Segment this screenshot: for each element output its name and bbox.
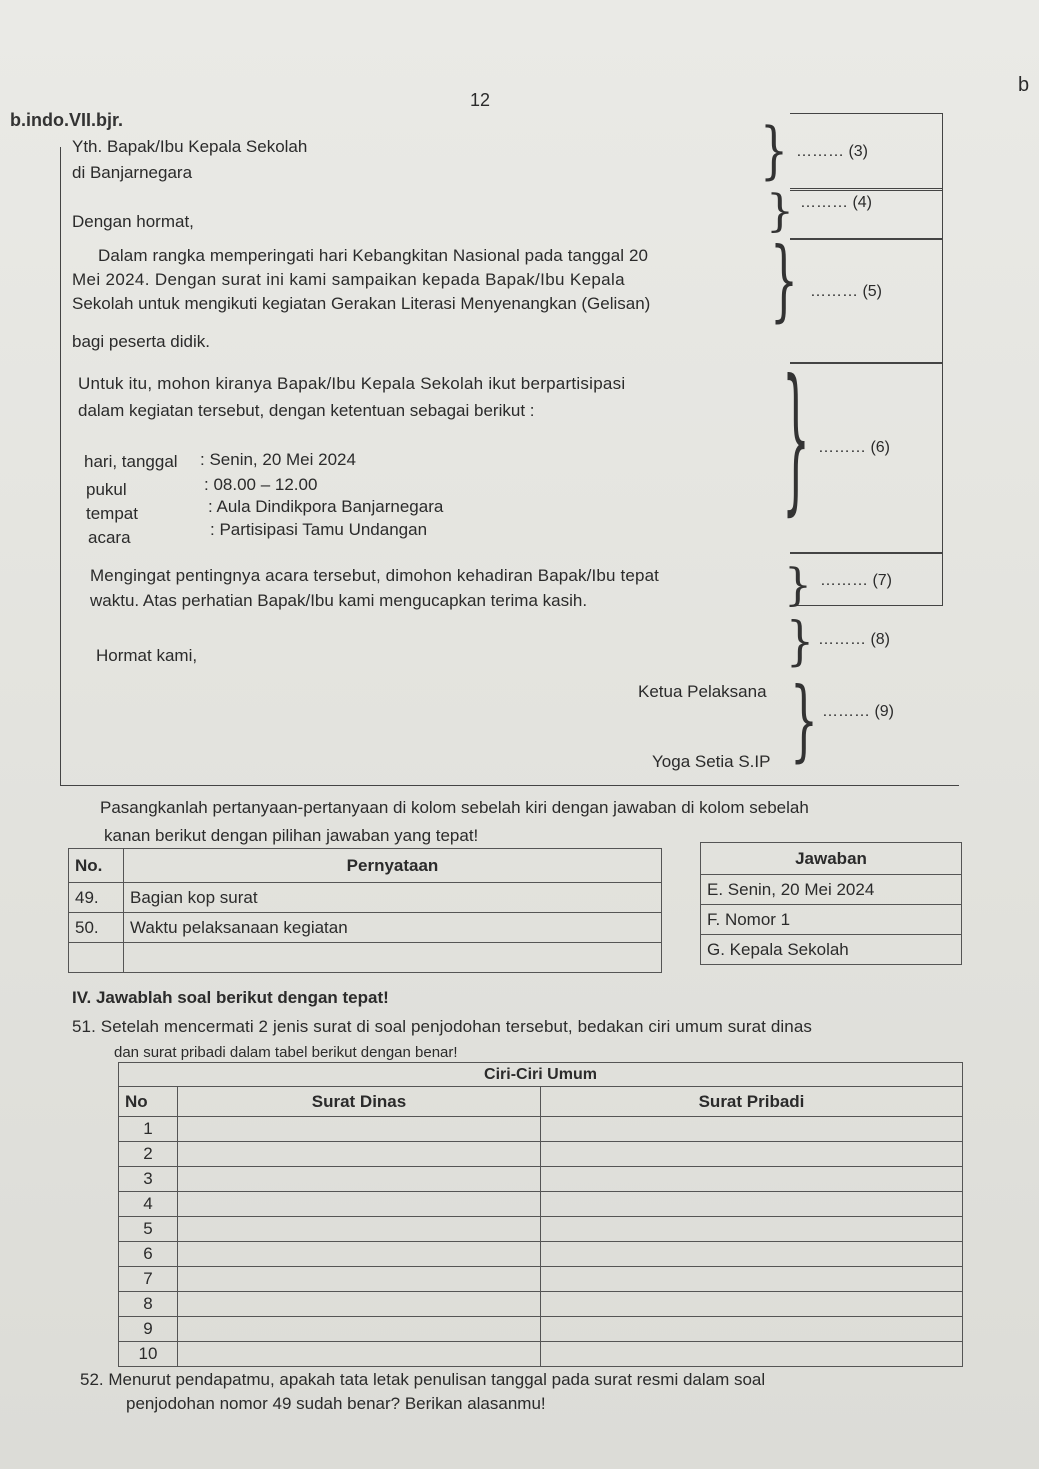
question-51-line: 51. Setelah mencermati 2 jenis surat di soal penjodohan tersebut, bedakan ciri umum surat dinas <box>72 1017 812 1036</box>
pribadi-cell[interactable] <box>541 1292 963 1317</box>
answer-option: F. Nomor 1 <box>701 905 962 935</box>
pribadi-cell[interactable] <box>541 1117 963 1142</box>
label-box-6 <box>790 362 943 554</box>
section-heading: IV. Jawablah soal berikut dengan tepat! <box>72 988 389 1007</box>
detail-label-time: pukul <box>86 480 127 499</box>
letter-paragraph-1-line: bagi peserta didik. <box>72 332 210 351</box>
question-52-line: penjodohan nomor 49 sudah benar? Berikan alasanmu! <box>126 1394 546 1413</box>
pribadi-cell[interactable] <box>541 1242 963 1267</box>
pribadi-cell[interactable] <box>541 1167 963 1192</box>
brace-6-icon: } <box>782 348 810 532</box>
label-5: ……… (5) <box>810 283 882 300</box>
label-9: ……… (9) <box>822 703 894 720</box>
question-51-line: dan surat pribadi dalam tabel berikut dengan benar! <box>114 1044 458 1061</box>
letter-paragraph-3-line: Mengingat pentingnya acara tersebut, dimohon kehadiran Bapak/Ibu tepat <box>90 566 660 585</box>
dinas-cell[interactable] <box>178 1142 541 1167</box>
label-8: ……… (8) <box>818 631 890 648</box>
statement-no: 50. <box>69 913 124 943</box>
statement-text: Bagian kop surat <box>124 883 662 913</box>
watermark-label: b.indo.VII.bjr. <box>10 110 124 130</box>
table-row-number: 2 <box>119 1142 178 1167</box>
page-number: 12 <box>470 90 491 110</box>
label-4: ……… (4) <box>800 194 872 211</box>
signer-name: Yoga Setia S.IP <box>652 752 771 771</box>
detail-label-date: hari, tanggal <box>84 452 178 471</box>
statement-no: 49. <box>69 883 124 913</box>
label-3: ……… (3) <box>796 143 868 160</box>
dinas-cell[interactable] <box>178 1292 541 1317</box>
brace-8-icon: } <box>786 610 814 672</box>
letter-recipient: Yth. Bapak/Ibu Kepala Sekolah <box>72 137 308 156</box>
statement-table <box>68 848 662 973</box>
table-row-number: 4 <box>119 1192 178 1217</box>
table-row-number: 8 <box>119 1292 178 1317</box>
detail-value-date: : Senin, 20 Mei 2024 <box>200 450 356 469</box>
dinas-cell[interactable] <box>178 1192 541 1217</box>
detail-value-time: : 08.00 – 12.00 <box>204 475 318 494</box>
table-row-number: 10 <box>119 1342 178 1367</box>
signer-title: Ketua Pelaksana <box>638 682 767 701</box>
letter-recipient-place: di Banjarnegara <box>72 163 193 182</box>
dinas-cell[interactable] <box>178 1242 541 1267</box>
dinas-cell[interactable] <box>178 1267 541 1292</box>
answer-table <box>700 842 962 965</box>
label-box-5 <box>790 238 943 364</box>
pribadi-cell[interactable] <box>541 1267 963 1292</box>
letter-paragraph-1-line: Mei 2024. Dengan surat ini kami sampaikan kepada Bapak/Ibu Kepala <box>72 270 625 289</box>
pribadi-cell[interactable] <box>541 1342 963 1367</box>
col-header-answer: Jawaban <box>701 843 962 875</box>
characteristics-table <box>118 1062 963 1367</box>
letter-paragraph-2-line: Untuk itu, mohon kiranya Bapak/Ibu Kepala Sekolah ikut berpartisipasi <box>78 374 626 393</box>
table-row-number: 7 <box>119 1267 178 1292</box>
letter-paragraph-3-line: waktu. Atas perhatian Bapak/Ibu kami mengucapkan terima kasih. <box>90 591 588 610</box>
col-header-no: No <box>119 1087 178 1117</box>
dinas-cell[interactable] <box>178 1217 541 1242</box>
dinas-cell[interactable] <box>178 1342 541 1367</box>
table-group-header: Ciri-Ciri Umum <box>119 1063 963 1087</box>
letter-paragraph-1-line: Sekolah untuk mengikuti kegiatan Gerakan Literasi Menyenangkan (Gelisan) <box>72 294 651 313</box>
brace-5-icon: } <box>770 230 798 332</box>
matching-instruction-line: Pasangkanlah pertanyaan-pertanyaan di kolom sebelah kiri dengan jawaban di kolom sebelah <box>100 798 809 817</box>
pribadi-cell[interactable] <box>541 1317 963 1342</box>
brace-7-icon: } <box>784 560 812 611</box>
corner-letter: b <box>1018 74 1030 96</box>
statement-text <box>124 943 662 973</box>
detail-value-event: : Partisipasi Tamu Undangan <box>210 520 428 539</box>
dinas-cell[interactable] <box>178 1317 541 1342</box>
col-header-no: No. <box>69 849 124 883</box>
brace-3-icon: } <box>760 115 788 187</box>
brace-4-icon: } <box>766 186 794 237</box>
question-52-line: 52. Menurut pendapatmu, apakah tata letak penulisan tanggal pada surat resmi dalam soal <box>80 1370 766 1389</box>
statement-text: Waktu pelaksanaan kegiatan <box>124 913 662 943</box>
answer-option: G. Kepala Sekolah <box>701 935 962 965</box>
pribadi-cell[interactable] <box>541 1192 963 1217</box>
pribadi-cell[interactable] <box>541 1217 963 1242</box>
table-row-number: 1 <box>119 1117 178 1142</box>
col-header-pribadi: Surat Pribadi <box>541 1087 963 1117</box>
answer-option: E. Senin, 20 Mei 2024 <box>701 875 962 905</box>
detail-value-place: : Aula Dindikpora Banjarnegara <box>208 497 444 516</box>
col-header-dinas: Surat Dinas <box>178 1087 541 1117</box>
letter-closing: Hormat kami, <box>96 646 198 665</box>
detail-label-event: acara <box>88 528 131 547</box>
table-row-number: 5 <box>119 1217 178 1242</box>
col-header-statement: Pernyataan <box>124 849 662 883</box>
label-6: ……… (6) <box>818 439 890 456</box>
dinas-cell[interactable] <box>178 1167 541 1192</box>
pribadi-cell[interactable] <box>541 1142 963 1167</box>
brace-9-icon: } <box>790 670 818 772</box>
dinas-cell[interactable] <box>178 1117 541 1142</box>
table-row-number: 9 <box>119 1317 178 1342</box>
letter-paragraph-1-line: Dalam rangka memperingati hari Kebangkitan Nasional pada tanggal 20 <box>98 246 649 265</box>
letter-paragraph-2-line: dalam kegiatan tersebut, dengan ketentuan sebagai berikut : <box>78 401 535 420</box>
detail-label-place: tempat <box>86 504 138 523</box>
matching-instruction-line: kanan berikut dengan pilihan jawaban yang tepat! <box>104 826 479 845</box>
label-7: ……… (7) <box>820 572 892 589</box>
letter-greeting: Dengan hormat, <box>72 212 194 231</box>
table-row-number: 6 <box>119 1242 178 1267</box>
statement-no <box>69 943 124 973</box>
table-row-number: 3 <box>119 1167 178 1192</box>
